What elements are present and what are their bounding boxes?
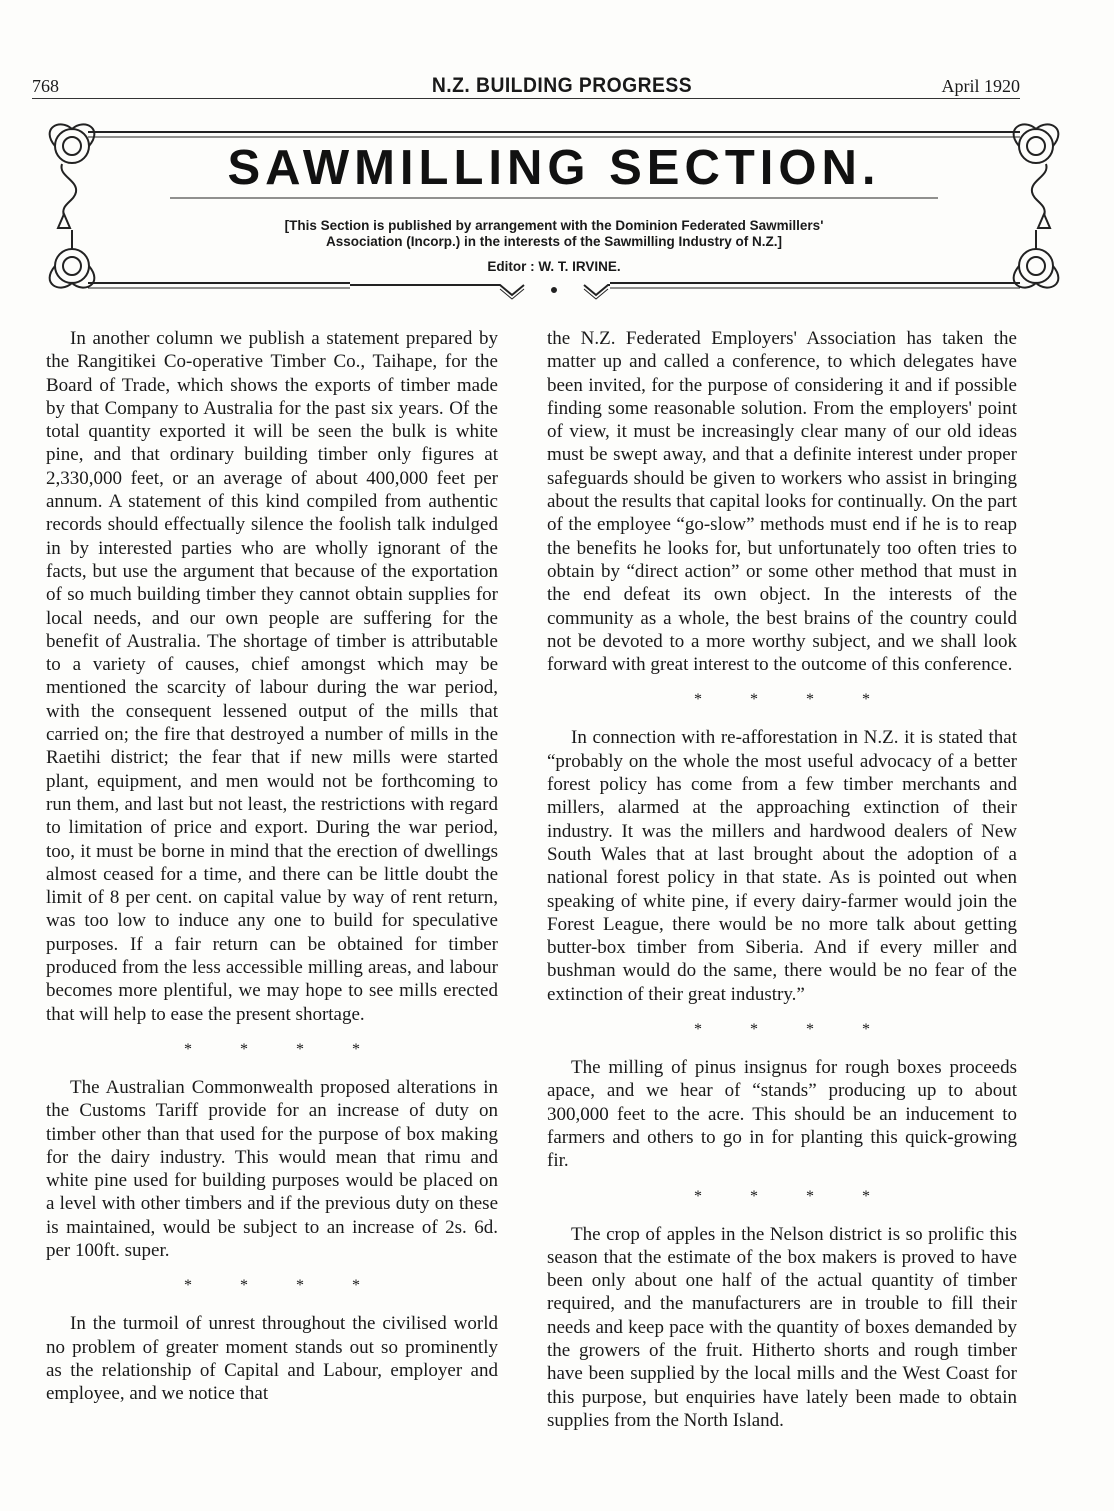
right-column (547, 327, 1017, 1432)
paragraph-capital-labour: In the turmoil of unrest throughout the civilised world no problem of greater moment stands out so prominently as the relationship of Capital and Labour, employer and employee, and we notice that (46, 1313, 498, 1405)
header-rule (32, 98, 1020, 99)
paragraph-customs-tariff: The Australian Commonwealth proposed alterations in the Customs Tariff provide for an increase of duty on timber other than that used for the purpose of box making for the dairy industry. This would mean that rimu and white pine used for building purposes would be placed on a level with other timbers and if the previous duty on these is maintained, would be subject to an increase of 2s. 6d. per 100ft. super. (46, 1076, 498, 1261)
left-column (46, 327, 498, 1405)
asterism-separator: * * * * (184, 1040, 382, 1058)
journal-title: N.Z. BUILDING PROGRESS (431, 74, 693, 97)
editor-credit: Editor : W. T. IRVINE. (487, 259, 621, 274)
paragraph-reafforestation: In connection with re-afforestation in N.Z. it is stated that “probably on the whole the most useful advocacy of a better forest policy has come from a few timber merchants and millers, alarmed at the approaching extinction of their industry. It was the millers and hardwood dealers of New South Wales that at last brought about the adoption of a national forest policy in that state. As is pointed out when speaking of white pine, if every dairy-farmer would join the Forest League, there would be no more talk about getting butter-box timber from Siberia. And if every miller and bushman would do the same, there would be no fear of the extinction of their great industry.” (547, 727, 1017, 1005)
asterism-separator: * * * * (694, 1021, 892, 1039)
page-number: 768 (32, 76, 59, 96)
running-header (32, 76, 1092, 98)
section-title: SAWMILLING SECTION. (227, 141, 881, 195)
paragraph-nelson-apples: The crop of apples in the Nelson district is so prolific this season that the estimate of the box makers is proved to have been only about one half of the actual quantity of timber required, and the manufacturers are in trouble to fill their needs and keep pace with the quantity of boxes demanded by the growers of the fruit. Hitherto shorts and rough timber have been supplied by the local mills and the West Coast for this purpose, but enquiries have lately been made to obtain supplies from the North Island. (547, 1223, 1017, 1431)
paragraph-export-statement: In another column we publish a statement prepared by the Rangitikei Co-operative Timber Co., Taihape, for the Board of Trade, which shows the exports of timber made by that Company to Australia for the past six years. Of the total quantity exported it will be seen the bulk is white pine, and that ordinary building timber only figures at 2,330,000 feet, or an average of about 400,000 feet per annum. A statement of this kind compiled from authentic records should effectually silence the foolish talk indulged in by interested parties who are wholly ignorant of the facts, but use the argument that because of the exportation of so much building timber they cannot obtain supplies for local needs, and our own people are suffering for the benefit of Australia. The shortage of timber is attributable to a variety of causes, chief amongst which may be mentioned the scarcity of labour during the war period, with the consequent lessened output of the mills that carried on; the fire that destroyed a number of mills in the Raetihi district; the fear that if new mills were started plant, equipment, and men would not be forthcoming to run them, and last but not least, the restrictions with regard to limitation of price and export. During the war period, too, it must be borne in mind that the erection of dwellings almost ceased for a time, and there can be little doubt the limit of 8 per cent. on capital value by way of rent return, was too low to induce any one to build for speculative purposes. If a fair return can be obtained for timber produced from the less accessible milling areas, and labour becomes more plentiful, we may hope to see mills erected that will help to ease the present shortage. (46, 328, 498, 1025)
section-note-line-2: Association (Incorp.) in the interests of the Sawmilling Industry of N.Z.] (325, 234, 783, 249)
issue-date: April 1920 (941, 76, 1020, 96)
section-note (210, 218, 898, 250)
section-note-line-1: [This Section is published by arrangement with the Dominion Federated Sawmillers' (284, 218, 824, 233)
paragraph-pinus-insignus: The milling of pinus insignus for rough boxes proceeds apace, and we hear of “stands” producing up to about 300,000 feet to the acre. This should be an inducement to farmers and others to go in for planting this quick-growing fir. (547, 1057, 1017, 1172)
asterism-separator: * * * * (694, 1187, 892, 1205)
paragraph-employers-conference: the N.Z. Federated Employers' Association has taken the matter up and called a conference, to which delegates have been invited, for the purpose of considering it and if possible finding some reasonable solution. From the employers' point of view, it must be increasingly clear many of our old ideas must be swept away, and that a definite interest under proper safeguards should be given to workers who assist in bringing about the results that capital looks for continually. On the part of the employee “go-slow” methods must end if he is to reap the benefits he looks for, but unfortunately too often tries to obtain by “direct action” or some other method that must in the end defeat its own object. In the interests of the community as a whole, the best brains of the country could not be devoted to a more worthy subject, and we shall look forward with great interest to the outcome of this conference. (547, 328, 1017, 676)
asterism-separator: * * * * (184, 1277, 382, 1295)
section-banner (30, 118, 1078, 308)
asterism-separator: * * * * (694, 691, 892, 709)
